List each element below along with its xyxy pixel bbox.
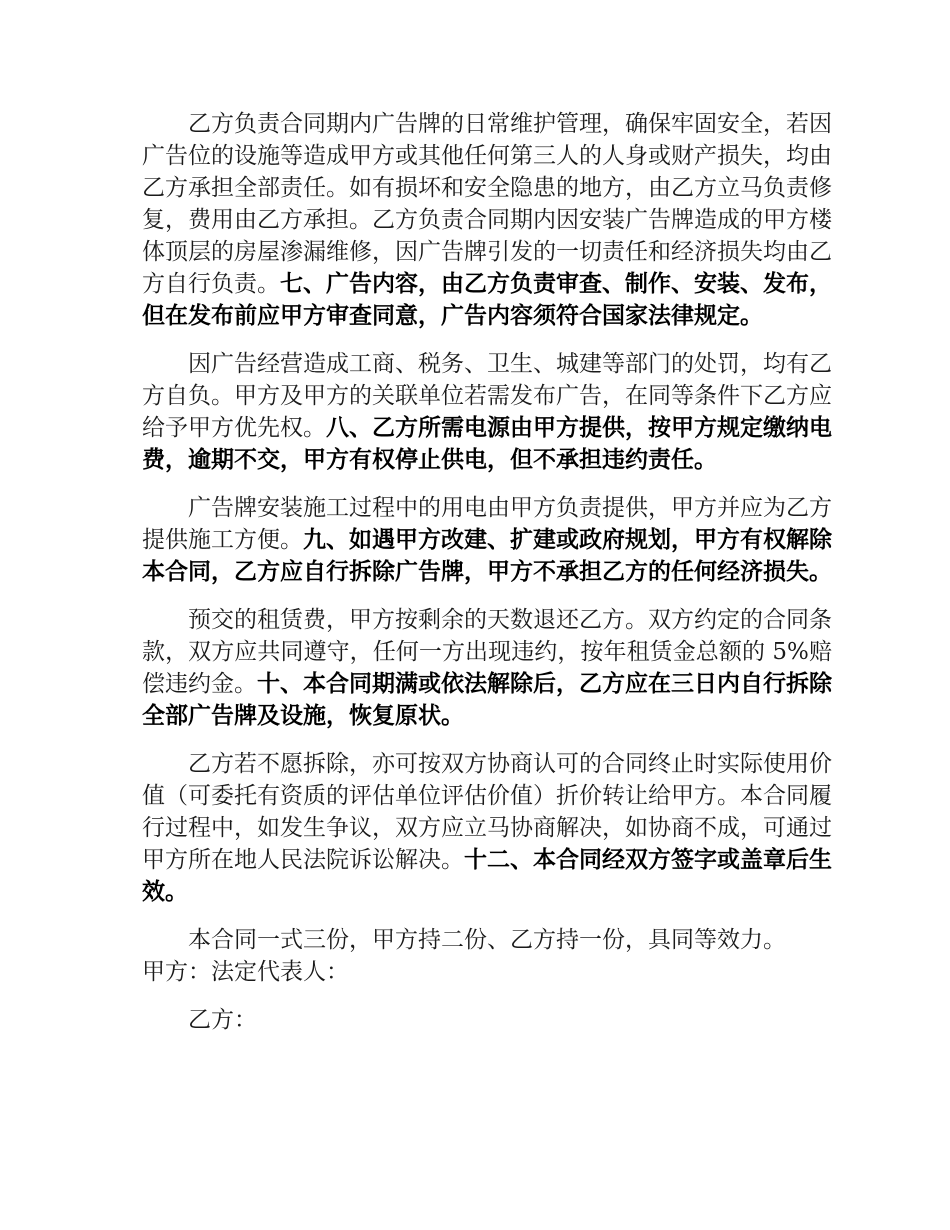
party-b-signature-line: 乙方：: [188, 1007, 257, 1033]
copies-text: 本合同一式三份，甲方持二份、乙方持一份，具同等效力。: [188, 927, 786, 953]
paragraph-clause-8: [142, 348, 832, 476]
clause-heading-8: 八、乙方所需电源由甲方提供，按甲方规定缴纳电费，逾期不交，甲方有权停止供电，但不承担违约责任。: [142, 414, 832, 473]
paragraph-clause-12: [142, 748, 832, 908]
clause-heading-9: 九、如遇甲方改建、扩建或政府规划，甲方有权解除本合同，乙方应自行拆除广告牌，甲方不承担乙方的任何经济损失。: [142, 526, 832, 585]
paragraph-text: 因广告经营造成工商、税务、卫生、城建等部门的处罚，均有乙方自负。甲方及甲方的关联单位若需发布广告，在同等条件下乙方应给予甲方优先权。: [142, 351, 832, 441]
clause-heading-7: 七、广告内容，由乙方负责审查、制作、安装、发布，但在发布前应甲方审查同意，广告内容须符合国家法律规定。: [142, 270, 832, 329]
paragraph-text: 乙方若不愿拆除，亦可按双方协商认可的合同终止时实际使用价值（可委托有资质的评估单位评估价值）折价转让给甲方。本合同履行过程中，如发生争议，双方应立马协商解决，如协商不成，可通过甲方所在地人民法院诉讼解决。: [142, 751, 832, 873]
paragraph-text: 乙方负责合同期内广告牌的日常维护管理，确保牢固安全，若因广告位的设施等造成甲方或其他任何第三人的人身或财产损失，均由乙方承担全部责任。如有损坏和安全隐患的地方，由乙方立马负责修复，费用由乙方承担。乙方负责合同期内因安装广告牌造成的甲方楼体顶层的房屋渗漏维修，因广告牌引发的一切责任和经济损失均由乙方自行负责。: [142, 111, 832, 297]
clause-heading-12: 十二、本合同经双方签字或盖章后生效。: [142, 846, 832, 905]
paragraph-text: 预交的租赁费，甲方按剩余的天数退还乙方。双方约定的合同条款，双方应共同遵守，任何一方出现违约，按年租赁金总额的 5%赔偿违约金。: [142, 607, 832, 697]
clause-heading-10: 十、本合同期满或依法解除后，乙方应在三日内自行拆除全部广告牌及设施，恢复原状。: [142, 670, 832, 729]
paragraph-clause-9: [142, 492, 832, 588]
document-body: [142, 108, 832, 1052]
paragraph-clause-10: [142, 604, 832, 732]
paragraph-copies: [142, 924, 832, 988]
paragraph-text: 广告牌安装施工过程中的用电由甲方负责提供，甲方并应为乙方提供施工方便。: [142, 495, 832, 553]
paragraph-clause-7: [142, 108, 832, 332]
party-a-signature-line: 甲方：法定代表人：: [142, 959, 349, 985]
